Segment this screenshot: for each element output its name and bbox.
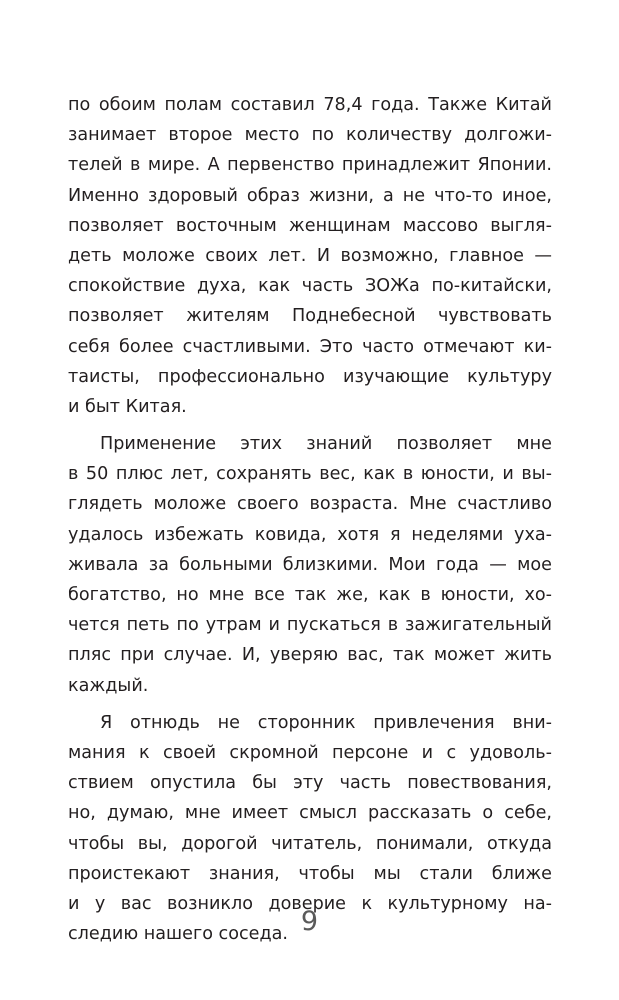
text-line: удалось избежать ковида, хотя я неделями уха-	[68, 524, 552, 545]
text-line: пляс при случае. И, уверяю вас, так может жить	[68, 645, 552, 666]
text-line: и быт Китая.	[68, 396, 187, 417]
text-line: мания к своей скромной персоне и с удоволь-	[68, 742, 552, 763]
text-line: богатство, но мне все так же, как в юности, хо-	[68, 585, 552, 605]
text-line: живала за больными близкими. Мои года — мое	[68, 554, 552, 575]
text-line: по обоим полам составил 78,4 года. Также Китай	[68, 95, 552, 115]
text-line: Я отнюдь не сторонник привлечения вни-	[100, 712, 552, 733]
text-line: ствием опустила бы эту часть повествования,	[68, 773, 552, 794]
text-line: телей в мире. А первенство принадлежит Японии.	[68, 155, 552, 176]
text-line: Применение этих знаний позволяет мне	[100, 434, 552, 455]
text-line: в 50 плюс лет, сохранять вес, как в юности, и вы-	[68, 464, 552, 485]
text-line: но, думаю, мне имеет смысл рассказать о себе,	[68, 803, 552, 824]
text-line: и у вас возникло доверие к культурному на-	[68, 893, 552, 914]
paragraph-1	[68, 90, 552, 422]
text-line: проистекают знания, чтобы мы стали ближе	[68, 863, 552, 884]
text-line: спокойствие духа, как часть ЗОЖа по-китайски,	[68, 276, 552, 297]
text-line: чется петь по утрам и пускаться в зажигательный	[68, 615, 552, 636]
body-text	[68, 90, 552, 949]
text-line: позволяет восточным женщинам массово выгля-	[68, 215, 552, 236]
text-line: Именно здоровый образ жизни, а не что-то иное,	[68, 185, 552, 206]
text-line: глядеть моложе своего возраста. Мне счастливо	[68, 494, 552, 515]
text-line: позволяет жителям Поднебесной чувствовать	[68, 306, 552, 327]
text-line: деть моложе своих лет. И возможно, главное —	[68, 245, 552, 266]
text-line: чтобы вы, дорогой читатель, понимали, откуда	[68, 833, 552, 854]
text-line: таисты, профессионально изучающие культуру	[68, 366, 552, 387]
page-number: 9	[300, 906, 319, 937]
text-line: следию нашего соседа.	[68, 924, 289, 945]
text-line: каждый.	[68, 675, 149, 696]
text-line: себя более счастливыми. Это часто отмечают ки-	[68, 336, 552, 357]
paragraph-2	[68, 429, 552, 701]
text-line: занимает второе место по количеству долгожи-	[68, 125, 552, 146]
